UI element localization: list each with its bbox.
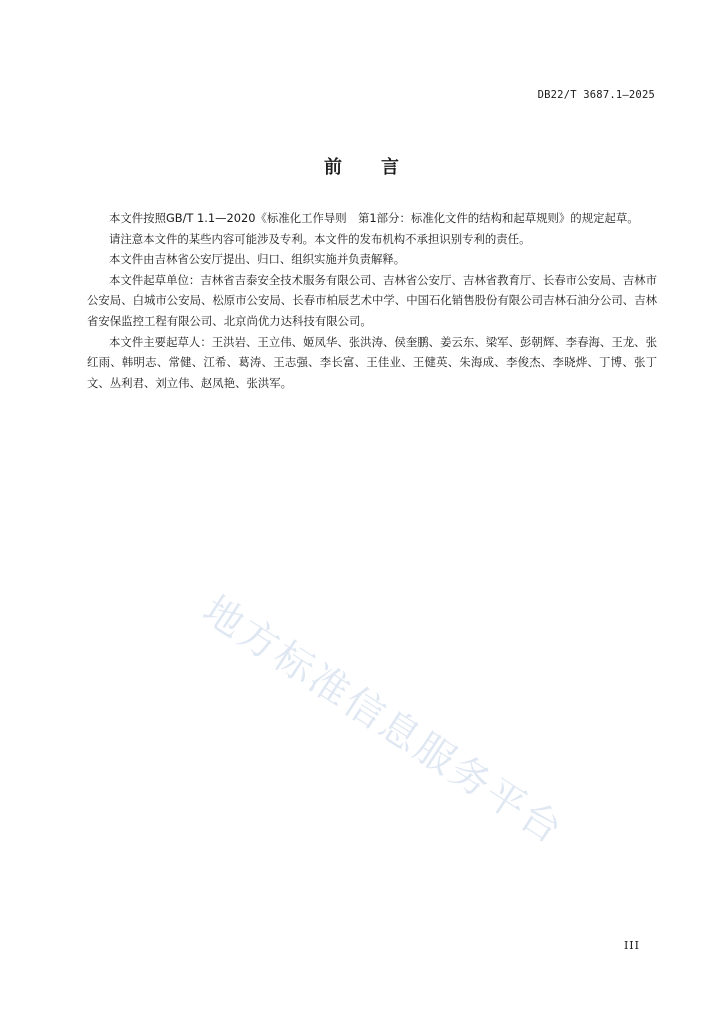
- foreword-body: [87, 208, 657, 393]
- paragraph-patent-notice: 请注意本文件的某些内容可能涉及专利。本文件的发布机构不承担识别专利的责任。: [109, 231, 531, 246]
- watermark: 地方标准信息服务平台: [194, 587, 572, 855]
- page-title: [0, 153, 724, 179]
- document-code: DB22/T 3687.1—2025: [537, 89, 655, 101]
- page-number: III: [623, 939, 640, 952]
- paragraph-drafting-units: 本文件起草单位：吉林省吉泰安全技术服务有限公司、吉林省公安厅、吉林省教育厅、长春市公安局、吉林市公安局、白城市公安局、松原市公安局、长春市柏辰艺术中学、中国石化销售股份有限公司吉林石油分公司、吉林省安保监控工程有限公司、北京尚优力达科技有限公司。: [87, 272, 657, 328]
- paragraph-drafters: 本文件主要起草人：王洪岩、王立伟、姬凤华、张洪涛、侯奎鹏、姜云东、梁军、彭朝辉、李春海、王龙、张红雨、韩明志、常健、江希、葛涛、王志强、李长富、王佳业、王健英、朱海成、李俊杰、李晓烨、丁博、张丁文、丛利君、刘立伟、赵凤艳、张洪军。: [87, 334, 657, 390]
- paragraph-proposer: 本文件由吉林省公安厅提出、归口、组织实施并负责解释。: [109, 252, 406, 267]
- paragraph-drafting-rules: 本文件按照GB/T 1.1—2020《标准化工作导则 第1部分：标准化文件的结构和起草规则》的规定起草。: [109, 211, 639, 225]
- title-char-2: 言: [381, 157, 400, 178]
- title-char-1: 前: [324, 157, 343, 178]
